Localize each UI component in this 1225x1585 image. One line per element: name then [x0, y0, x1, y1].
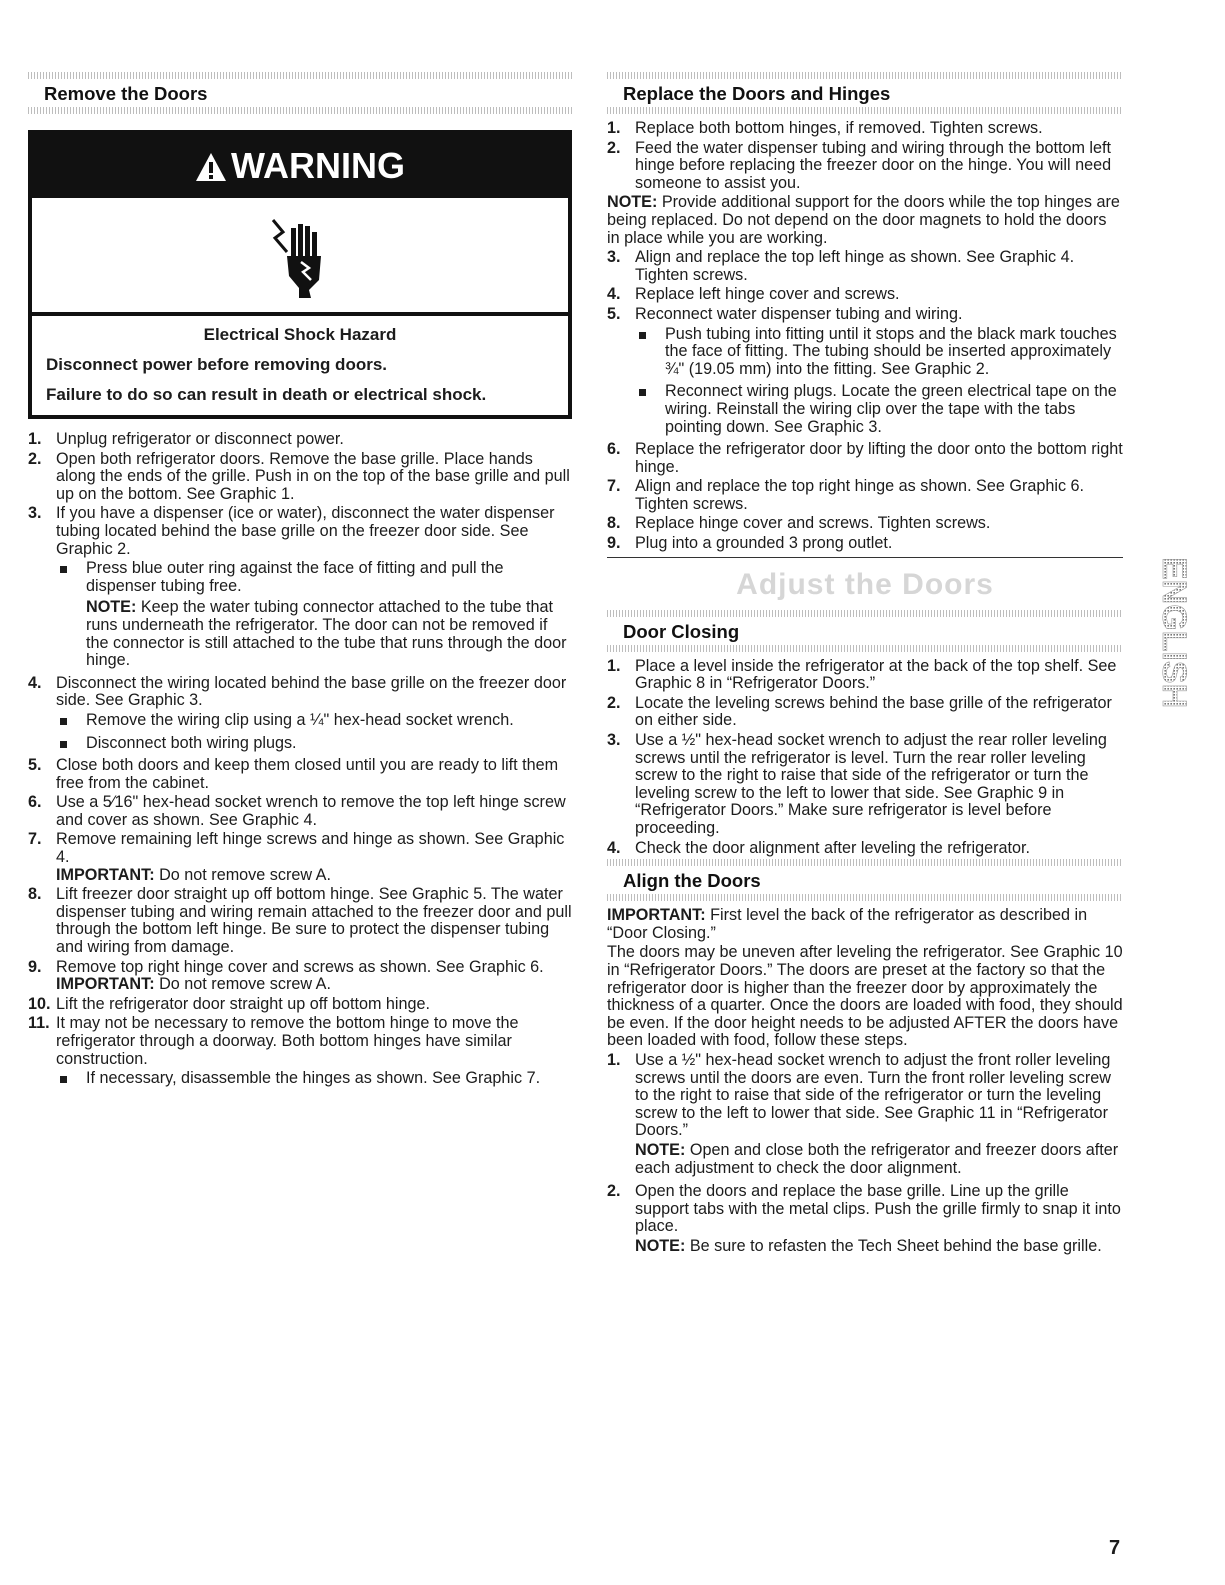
note: NOTE: Be sure to refasten the Tech Sheet behind the base grille. [635, 1236, 1102, 1255]
section-rule [28, 72, 572, 79]
bullet-list [56, 560, 572, 670]
list-item: 7. Remove remaining left hinge screws and hinge as shown. See Graphic 4. IMPORTANT: Do not remove screw A. [28, 831, 572, 884]
important-note: IMPORTANT: First level the back of the refrigerator as described in “Door Closing.” [607, 906, 1088, 942]
list-item: 6. Replace the refrigerator door by lifting the door onto the bottom right hinge. [607, 440, 1123, 476]
bullet-item: If necessary, disassemble the hinges as shown. See Graphic 7. [56, 1070, 572, 1088]
door-closing-steps [607, 658, 1123, 858]
list-item: 1. Replace both bottom hinges, if removed. Tighten screws. [607, 119, 1043, 137]
list-item: 2. Locate the leveling screws behind the base grille of the refrigerator on either side. [607, 693, 1112, 730]
list-item: 2. Feed the water dispenser tubing and wiring through the bottom left hinge before replacing the freezer door on the hinge. You will need someone to assist you. [607, 138, 1112, 192]
left-column [28, 72, 572, 1093]
section-title-align-doors: Align the Doors [623, 870, 761, 892]
section-rule [607, 645, 1123, 652]
right-column [607, 72, 1123, 1257]
list-item: 9. Plug into a grounded 3 prong outlet. [607, 534, 893, 553]
list-item: 2. Open both refrigerator doors. Remove the base grille. Place hands along the ends of the grille. Push in on the top of the base grille and pull up on the bottom. See Graphic 1. [28, 449, 570, 503]
warning-header [32, 134, 568, 198]
list-item: 1. Use a ½" hex-head socket wrench to adjust the front roller leveling screws until the doors are even. Turn the front roller leveling screw to the right to raise that side of the refrigerator or turn the leveling screw to the left to lower that side. See Graphic 11 in “Refrigerator Doors.” NOTE: Open and close both the refrigerator and freezer doors after each adjustment to check the door alignment. [607, 1052, 1123, 1177]
bullet-item: Disconnect both wiring plugs. [56, 735, 572, 753]
section-rule [607, 894, 1123, 901]
warning-line: Disconnect power before removing doors. [46, 355, 388, 374]
bullet-item: Remove the wiring clip using a ¼" hex-head socket wrench. [56, 712, 572, 730]
remove-steps-list [28, 431, 572, 1088]
shock-hand-icon [265, 210, 335, 300]
list-item: 4. Replace left hinge cover and screws. [607, 285, 900, 304]
section-title-remove-doors: Remove the Doors [44, 83, 208, 104]
list-item: 4. Disconnect the wiring located behind the base grille on the freezer door side. See Graphic 3. Remove the wiring clip using a ¼" hex-head socket wrench. Disconnect both wiring plugs. [28, 675, 572, 752]
list-item: 3. Use a ½" hex-head socket wrench to adjust the rear roller leveling screws until the refrigerator is level. Turn the rear roller leveling screw to the right to raise that side of the refrigerator or turn the leveling screw to the left to lower that side. See Graphic 9 in “Refrigerator Doors.” Make sure refrigerator is level before proceeding. [607, 731, 1107, 837]
electrical-shock-icon [32, 198, 568, 316]
bullet-list [56, 712, 572, 752]
list-item: 8. Lift freezer door straight up off bottom hinge. See Graphic 5. The water dispenser tubing and wiring remain attached to the freezer door and pull through the bottom left hinge. Be sure to protect the dispenser tubing and wiring from damage. [28, 885, 572, 957]
important-note: IMPORTANT: Do not remove screw A. [56, 975, 331, 994]
divider [607, 557, 1123, 558]
list-item: 9. Remove top right hinge cover and screws as shown. See Graphic 6. IMPORTANT: Do not remove screw A. [28, 959, 572, 994]
align-steps [607, 1052, 1123, 1256]
section-rule [607, 610, 1123, 617]
note: NOTE: Open and close both the refrigerator and freezer doors after each adjustment to check the door alignment. [635, 1140, 1119, 1177]
list-item: 7. Align and replace the top right hinge as shown. See Graphic 6. Tighten screws. [607, 477, 1085, 513]
side-tab-label: ENGLISH [1155, 557, 1193, 709]
list-item: 5. Reconnect water dispenser tubing and wiring. Push tubing into fitting until it stops and the black mark touches the face of fitting. The tubing should be inserted approximately ¾" (19.05 mm) into the fitting. See Graphic 2. Reconnect wiring plugs. Locate the green electrical tape on the wiring. Reinstall the wiring clip over the tape with the tabs pointing down. See Graphic 3. [607, 306, 1123, 436]
list-item: 3. Align and replace the top left hinge as shown. See Graphic 4. Tighten screws. [607, 248, 1075, 284]
list-item: 10. Lift the refrigerator door straight up off bottom hinge. [28, 994, 431, 1013]
important-note: IMPORTANT: Do not remove screw A. [56, 865, 331, 884]
section-rule [607, 107, 1123, 114]
section-rule [607, 859, 1123, 866]
bullet-list [56, 1070, 572, 1088]
warning-body [32, 316, 568, 415]
list-item: 4. Check the door alignment after leveling the refrigerator. [607, 838, 1031, 857]
paragraph: The doors may be uneven after leveling the refrigerator. See Graphic 10 in “Refrigerator Doors.” The doors are preset at the factory so that the refrigerator door is higher than the freezer door by approximately the thickness of a quarter. Once the doors are loaded with food, they should be even. If the door height needs to be adjusted AFTER the doors have been loaded with food, follow these steps. [607, 943, 1123, 1050]
page-number: 7 [1109, 1537, 1121, 1559]
list-item: 1. Unplug refrigerator or disconnect power. [28, 430, 344, 448]
warning-hazard: Electrical Shock Hazard [203, 325, 397, 344]
warning-box [28, 130, 572, 419]
section-title-door-closing: Door Closing [623, 620, 740, 642]
list-item: 6. Use a 5⁄16" hex-head socket wrench to remove the top left hinge screw and cover as shown. See Graphic 4. [28, 793, 566, 829]
warning-heading: WARNING [231, 145, 405, 186]
adjust-doors-title: Adjust the Doors [736, 567, 994, 601]
warning-line: Failure to do so can result in death or electrical shock. [46, 385, 487, 404]
list-item: 5. Close both doors and keep them closed until you are ready to lift them free from the cabinet. [28, 756, 559, 792]
section-title-replace-doors: Replace the Doors and Hinges [623, 83, 891, 104]
note: NOTE: Provide additional support for the doors while the top hinges are being replaced. Do not depend on the door magnets to hold the doors in place while you are working. [607, 193, 1120, 247]
replace-steps-list [607, 120, 1123, 192]
section-rule [607, 72, 1123, 79]
replace-steps-list-cont [607, 249, 1123, 553]
bullet-item: Reconnect wiring plugs. Locate the green electrical tape on the wiring. Reinstall the wiring clip over the tape with the tabs pointing down. See Graphic 3. [635, 383, 1123, 436]
note: NOTE: Keep the water tubing connector attached to the tube that runs underneath the refrigerator. The door can not be removed if the connector is still attached to the tube that runs through the door hinge. [86, 598, 567, 670]
list-item: 2. Open the doors and replace the base grille. Line up the grille support tabs with the metal clips. Push the grille firmly to snap it into place. NOTE: Be sure to refasten the Tech Sheet behind the base grille. [607, 1183, 1123, 1255]
list-item: 3. If you have a dispenser (ice or water), disconnect the water dispenser tubing located behind the base grille on the freezer door side. See Graphic 2. Press blue outer ring against the face of fitting and pull the dispenser tubing free. NOTE: Keep the water tubing connector attached to the tube that runs underneath the refrigerator. The door can not be removed if the connector is still attached to the tube that runs through the door hinge. [28, 505, 572, 669]
list-item: 8. Replace hinge cover and screws. Tighten screws. [607, 514, 991, 533]
bullet-list [635, 326, 1123, 437]
warning-triangle-icon [195, 152, 227, 182]
list-item: 11. It may not be necessary to remove the bottom hinge to move the refrigerator through a doorway. Both bottom hinges have similar construction. If necessary, disassemble the hinges as shown. See Graphic 7. [28, 1015, 572, 1087]
list-item: 1. Place a level inside the refrigerator at the back of the top shelf. See Graphic 8 in “Refrigerator Doors.” [607, 656, 1117, 693]
section-rule [28, 107, 572, 114]
language-side-tab [1155, 557, 1193, 755]
bullet-item: Press blue outer ring against the face of fitting and pull the dispenser tubing free. NOTE: Keep the water tubing connector attached to the tube that runs underneath the refrigerator. The door can not be removed if the connector is still attached to the tube that runs through the door hinge. [56, 560, 572, 670]
bullet-item: Push tubing into fitting until it stops and the black mark touches the face of fitting. The tubing should be inserted approximately ¾" (19.05 mm) into the fitting. See Graphic 2. [635, 326, 1123, 379]
